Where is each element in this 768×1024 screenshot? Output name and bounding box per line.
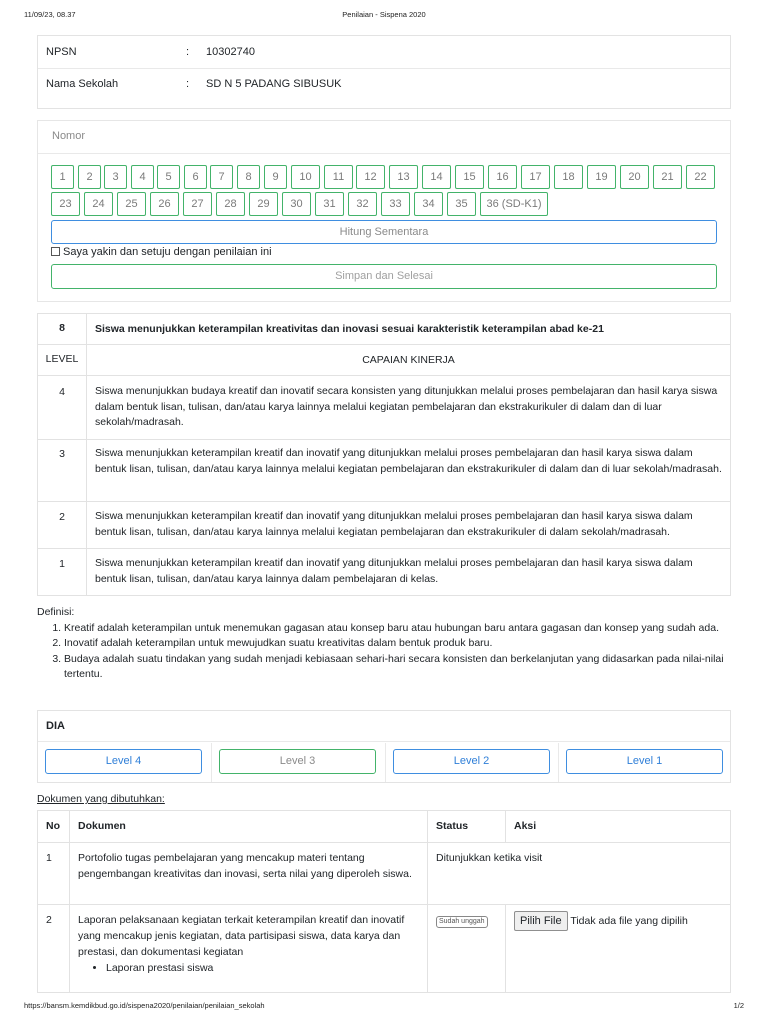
number-button-7[interactable]: 7 [210,165,233,189]
row-dokumen: Laporan pelaksanaan kegiatan terkait keterampilan kreatif dan inovatif yang mencakup jenis kegiatan, data partisipasi siswa, data karya dan prestasi, dan dokumentasi kegiatan [78,914,405,958]
level-number: 2 [38,502,87,549]
table-row [38,843,731,905]
number-button-32[interactable]: 32 [348,192,377,216]
print-timestamp: 11/09/23, 08.37 [24,10,76,19]
number-button-22[interactable]: 22 [686,165,715,189]
criteria-number: 8 [38,314,87,345]
level-3-button[interactable]: Level 3 [219,749,376,774]
table-row [38,905,731,993]
number-button-2[interactable]: 2 [78,165,101,189]
level-description: Siswa menunjukkan keterampilan kreatif dan inovatif yang ditunjukkan melalui proses pembelajaran dan hasil karya siswa dalam bentuk lisan, tulisan, dan/atau karya lainnya dalam pembelajaran di kelas. [87,549,731,596]
criteria-table [37,313,731,596]
number-button-17[interactable]: 17 [521,165,550,189]
dokumen-bullet-list [106,960,419,976]
number-button-26[interactable]: 26 [150,192,179,216]
dia-divider [558,743,559,782]
definisi-item: 1. Kreatif adalah keterampilan untuk menemukan gagasan atau konsep baru atau hubungan baru antara gagasan dan konsep yang sudah ada. [64,621,737,637]
criteria-title-row [38,314,731,345]
number-button-11[interactable]: 11 [324,165,353,189]
nomor-header [38,121,730,154]
row-status: Ditunjukkan ketika visit [428,843,731,905]
definisi-item: 2. Inovatif adalah keterampilan untuk mewujudkan suatu kreativitas dalam bentuk produk baru. [64,636,737,652]
number-button-20[interactable]: 20 [620,165,649,189]
col-aksi-header: Aksi [506,811,731,843]
row-status-cell [428,905,506,993]
dokumen-table [37,810,731,993]
row-no: 1 [38,843,70,905]
number-button-13[interactable]: 13 [389,165,418,189]
criteria-level-row [38,502,731,549]
row-dokumen: Portofolio tugas pembelajaran yang mencakup materi tentang pengembangan kreativitas dan inovasi, serta nilai yang diperoleh siswa. [70,843,428,905]
simpan-selesai-button[interactable]: Simpan dan Selesai [51,264,717,289]
number-button-19[interactable]: 19 [587,165,616,189]
number-button-8[interactable]: 8 [237,165,260,189]
print-footer [24,1001,744,1013]
number-button-25[interactable]: 25 [117,192,146,216]
dia-header [38,711,730,742]
criteria-level-row [38,440,731,502]
level-4-button[interactable]: Level 4 [45,749,202,774]
number-button-12[interactable]: 12 [356,165,385,189]
agree-label: Saya yakin dan setuju dengan penilaian ini [63,246,272,258]
number-button-23[interactable]: 23 [51,192,80,216]
dokumen-bullet: • Laporan prestasi siswa [106,960,419,976]
dokumen-title: Dokumen yang dibutuhkan: [37,793,165,805]
number-button-18[interactable]: 18 [554,165,583,189]
number-button-31[interactable]: 31 [315,192,344,216]
school-name-value: SD N 5 PADANG SIBUSUK [206,78,342,90]
number-button-14[interactable]: 14 [422,165,451,189]
number-button-33[interactable]: 33 [381,192,410,216]
level-description: Siswa menunjukkan keterampilan kreatif dan inovatif yang ditunjukkan melalui proses pembelajaran dan hasil karya siswa dalam bentuk lisan, tulisan, dan/atau karya lainnya melalui kegiatan pembelajaran dan ekstrakurikuler di dalam dan di luar sekolah/madrasah. [87,440,731,502]
col-status-header: Status [428,811,506,843]
print-page-number: 1/2 [733,1001,744,1010]
criteria-level-row [38,549,731,596]
number-button-16[interactable]: 16 [488,165,517,189]
school-name-separator: : [186,78,190,90]
dokumen-header-row [38,811,731,843]
number-button-30[interactable]: 30 [282,192,311,216]
row-dokumen-cell [70,905,428,993]
number-button-15[interactable]: 15 [455,165,484,189]
criteria-title: Siswa menunjukkan keterampilan kreativitas dan inovasi sesuai karakteristik keterampilan abad ke-21 [87,314,731,345]
agree-checkbox-row[interactable] [51,246,272,258]
status-badge: Sudah unggah [436,916,488,928]
col-no-header: No [38,811,70,843]
definisi-list [64,621,737,683]
definisi-section [37,605,737,683]
npsn-label: NPSN [46,46,77,58]
npsn-row [38,37,730,69]
number-button-9[interactable]: 9 [264,165,287,189]
print-url: https://bansm.kemdikbud.go.id/sispena2020/penilaian/penilaian_sekolah [24,1001,265,1010]
print-page-title: Penilaian - Sispena 2020 [342,10,426,19]
level-number: 3 [38,440,87,502]
school-name-label: Nama Sekolah [46,78,119,90]
level-1-button[interactable]: Level 1 [566,749,723,774]
dia-title: DIA [46,720,65,732]
number-button-4[interactable]: 4 [131,165,154,189]
number-button-21[interactable]: 21 [653,165,682,189]
capaian-header: CAPAIAN KINERJA [87,345,731,376]
school-name-row [38,69,730,101]
definisi-title: Definisi: [37,606,75,618]
number-button-1[interactable]: 1 [51,165,74,189]
level-2-button[interactable]: Level 2 [393,749,550,774]
level-header: LEVEL [38,345,87,376]
definisi-item: 3. Budaya adalah suatu tindakan yang sudah menjadi kebiasaan sehari-hari secara konsisten dan berkelanjutan yang didasarkan pada nilai-nilai tertentu. [64,652,737,683]
number-button-35[interactable]: 35 [447,192,476,216]
number-button-5[interactable]: 5 [157,165,180,189]
file-status-text: Tidak ada file yang dipilih [570,915,688,927]
nomor-title: Nomor [52,130,86,142]
hitung-sementara-button[interactable]: Hitung Sementara [51,220,717,244]
level-description: Siswa menunjukkan budaya kreatif dan inovatif secara konsisten yang ditunjukkan melalui proses pembelajaran dan hasil karya siswa dalam bentuk lisan, tulisan, dan/atau karya lainnya melalui kegiatan pembelajaran dan ekstrakurikuler di dalam dan di luar sekolah/madrasah. [87,376,731,440]
dia-divider [385,743,386,782]
choose-file-button[interactable]: Pilih File [514,911,568,931]
row-aksi-cell [506,905,731,993]
agree-checkbox[interactable] [51,247,60,256]
number-button-34[interactable]: 34 [414,192,443,216]
number-button-36[interactable]: 36 (SD-K1) [480,192,548,216]
school-info-card [37,35,731,109]
criteria-header-row [38,345,731,376]
criteria-level-row [38,376,731,440]
number-button-28[interactable]: 28 [216,192,245,216]
npsn-value: 10302740 [206,46,255,58]
number-button-27[interactable]: 27 [183,192,212,216]
number-button-10[interactable]: 10 [291,165,320,189]
number-button-3[interactable]: 3 [104,165,127,189]
print-header [24,10,744,22]
number-button-29[interactable]: 29 [249,192,278,216]
level-number: 1 [38,549,87,596]
dia-divider [211,743,212,782]
row-no: 2 [38,905,70,993]
npsn-separator: : [186,46,190,58]
level-number: 4 [38,376,87,440]
level-description: Siswa menunjukkan keterampilan kreatif dan inovatif yang ditunjukkan melalui proses pembelajaran dan hasil karya siswa dalam bentuk lisan, tulisan, dan/atau karya lainnya melalui kegiatan pembelajaran dan ekstrakurikuler di dalam sekolah/madrasah. [87,502,731,549]
col-dokumen-header: Dokumen [70,811,428,843]
number-button-6[interactable]: 6 [184,165,207,189]
number-button-24[interactable]: 24 [84,192,113,216]
